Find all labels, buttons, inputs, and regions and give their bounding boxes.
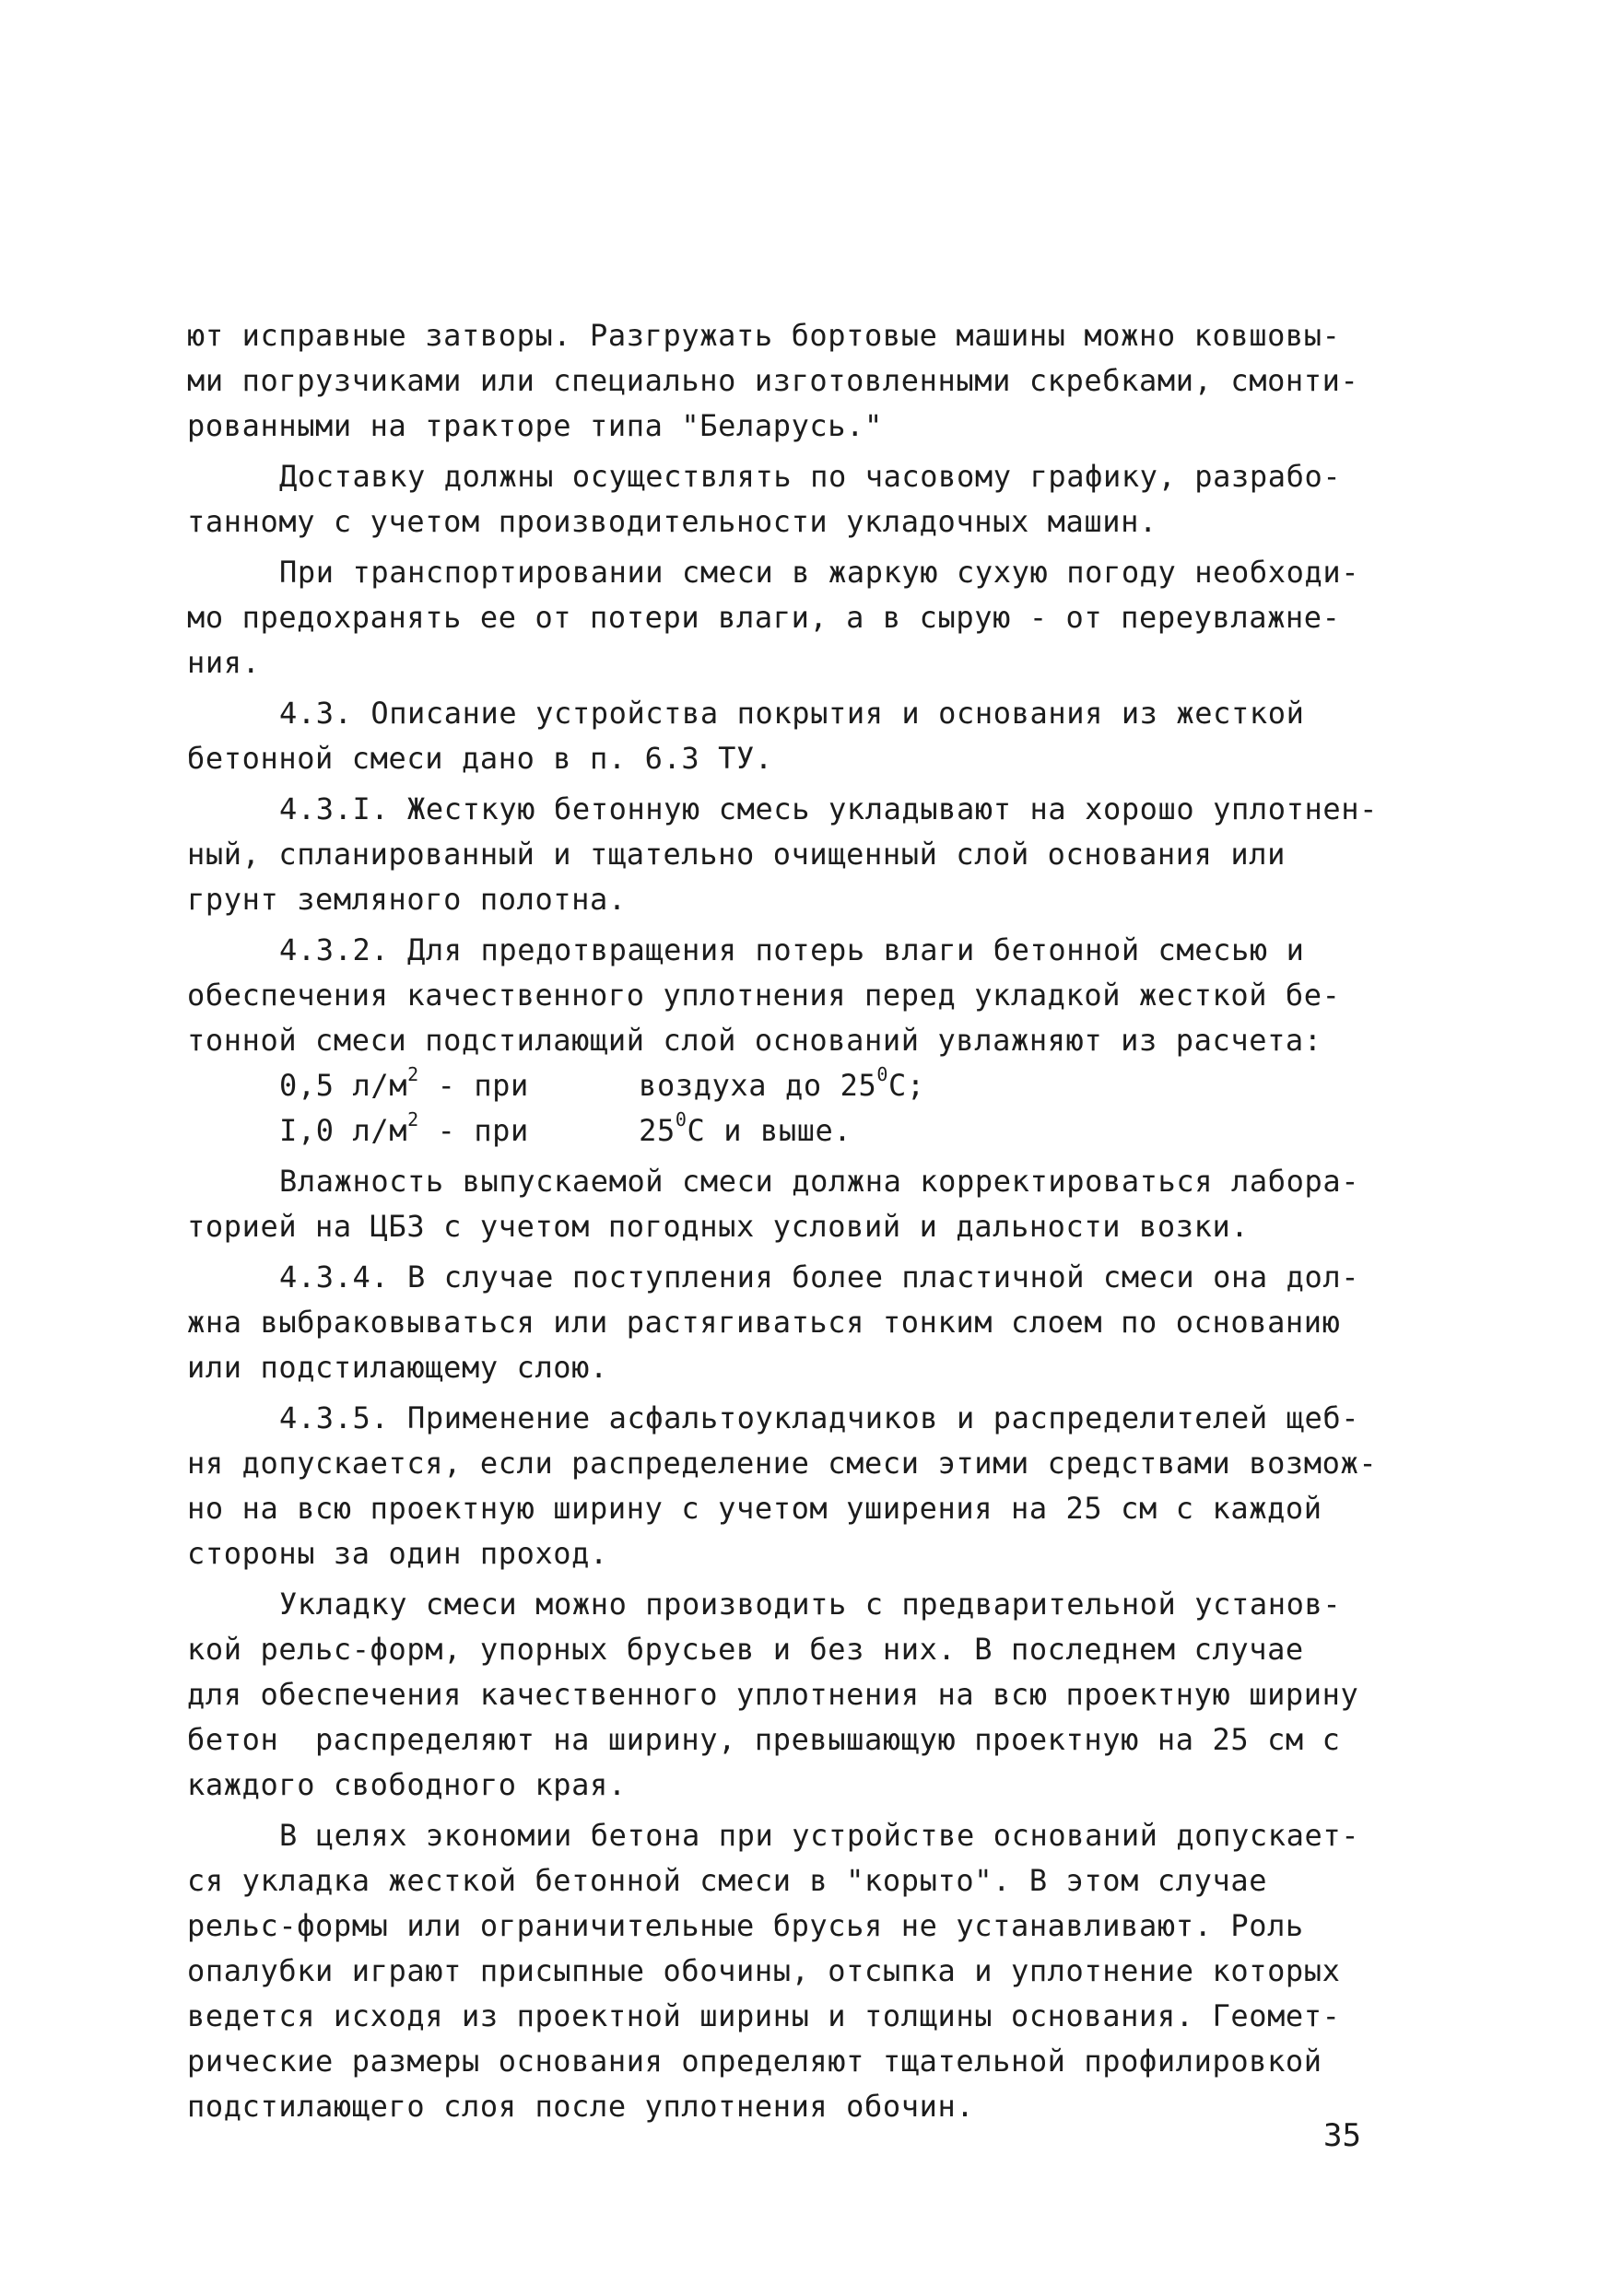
text-line: ся укладка жесткой бетонной смеси в "корыто". В этом случае xyxy=(187,1863,1268,1898)
text-line: Укладку смеси можно производить с предварительной установ- xyxy=(279,1587,1342,1622)
text-line: мо предохранять ее от потери влаги, а в сырую - от переувлажне- xyxy=(187,600,1341,635)
text-line: 4.3.2. Для предотвращения потерь влаги бетонной смесью и xyxy=(279,932,1305,967)
text-line: ют исправные затворы. Разгружать бортовые машины можно ковшовы- xyxy=(187,318,1341,353)
text-line: рические размеры основания определяют тщательной профилировкой xyxy=(187,2044,1322,2079)
text-line: ведется исходя из проектной ширины и толщины основания. Геомет- xyxy=(187,1998,1341,2033)
text-line: или подстилающему слою. xyxy=(187,1350,608,1385)
page-number: 35 xyxy=(1323,2117,1361,2154)
body-text xyxy=(187,313,1385,2129)
text-line: торией на ЦБЗ с учетом погодных условий и дальности возки. xyxy=(187,1209,1250,1244)
text-line: ми погрузчиками или специально изготовленными скребками, смонти- xyxy=(187,363,1359,398)
text-line: каждого свободного края. xyxy=(187,1767,627,1802)
text-line: жна выбраковываться или растягиваться тонким слоем по основанию xyxy=(187,1305,1341,1340)
text-line: 4.3.I. Жесткую бетонную смесь укладывают на хорошо уплотнен- xyxy=(279,791,1378,826)
text-line: В целях экономии бетона при устройстве оснований допускает- xyxy=(279,1818,1360,1853)
text-line: рельс-формы или ограничительные брусья не устанавливают. Роль xyxy=(187,1908,1304,1943)
text-line: кой рельс-форм, упорных брусьев и без них. В последнем случае xyxy=(187,1632,1304,1667)
text-line: 4.3. Описание устройства покрытия и основания из жесткой xyxy=(279,696,1305,731)
text-line: грунт земляного полотна. xyxy=(187,882,627,917)
text-line: ния. xyxy=(187,645,261,680)
text-line: подстилающего слоя после уплотнения обочин. xyxy=(187,2089,975,2124)
text-line: ный, спланированный и тщательно очищенный слой основания или xyxy=(187,837,1286,872)
rate-line: I,0 $л/м^2$ - при $25^0С$ и выше. xyxy=(279,1108,852,1148)
text-line: стороны за один проход. xyxy=(187,1536,608,1571)
text-line: обеспечения качественного уплотнения перед укладкой жесткой бе- xyxy=(187,978,1341,1013)
rate-line: 0,5 $л/м^2$ - при воздуха до $25^0С$; xyxy=(279,1063,925,1103)
text-line: 4.3.5. Применение асфальтоукладчиков и распределителей щеб- xyxy=(279,1400,1360,1435)
text-line: бетон распределяют на ширину, превышающую проектную на 25 см с xyxy=(187,1722,1341,1757)
text-line: тонной смеси подстилающий слой оснований увлажняют из расчета: xyxy=(187,1023,1322,1058)
text-line: но на всю проектную ширину с учетом уширения на 25 см с каждой xyxy=(187,1491,1322,1526)
text-line: для обеспечения качественного уплотнения на всю проектную ширину xyxy=(187,1677,1359,1712)
text-line: При транспортировании смеси в жаркую сухую погоду необходи- xyxy=(279,555,1360,590)
text-line: ня допускается, если распределение смеси этими средствами возмож- xyxy=(187,1446,1378,1481)
text-line: Доставку должны осуществлять по часовому графику, разрабо- xyxy=(279,459,1342,494)
text-line: опалубки играют присыпные обочины, отсыпка и уплотнение которых xyxy=(187,1953,1341,1988)
text-line: танному с учетом производительности укладочных машин. xyxy=(187,504,1157,539)
text-line: бетонной смеси дано в п. 6.3 ТУ. xyxy=(187,741,773,776)
text-line: 4.3.4. В случае поступления более пластичной смеси она дол- xyxy=(279,1259,1360,1294)
text-line: рованными на тракторе типа "Беларусь." xyxy=(187,408,883,443)
text-line: Влажность выпускаемой смеси должна корректироваться лабора- xyxy=(279,1164,1360,1199)
